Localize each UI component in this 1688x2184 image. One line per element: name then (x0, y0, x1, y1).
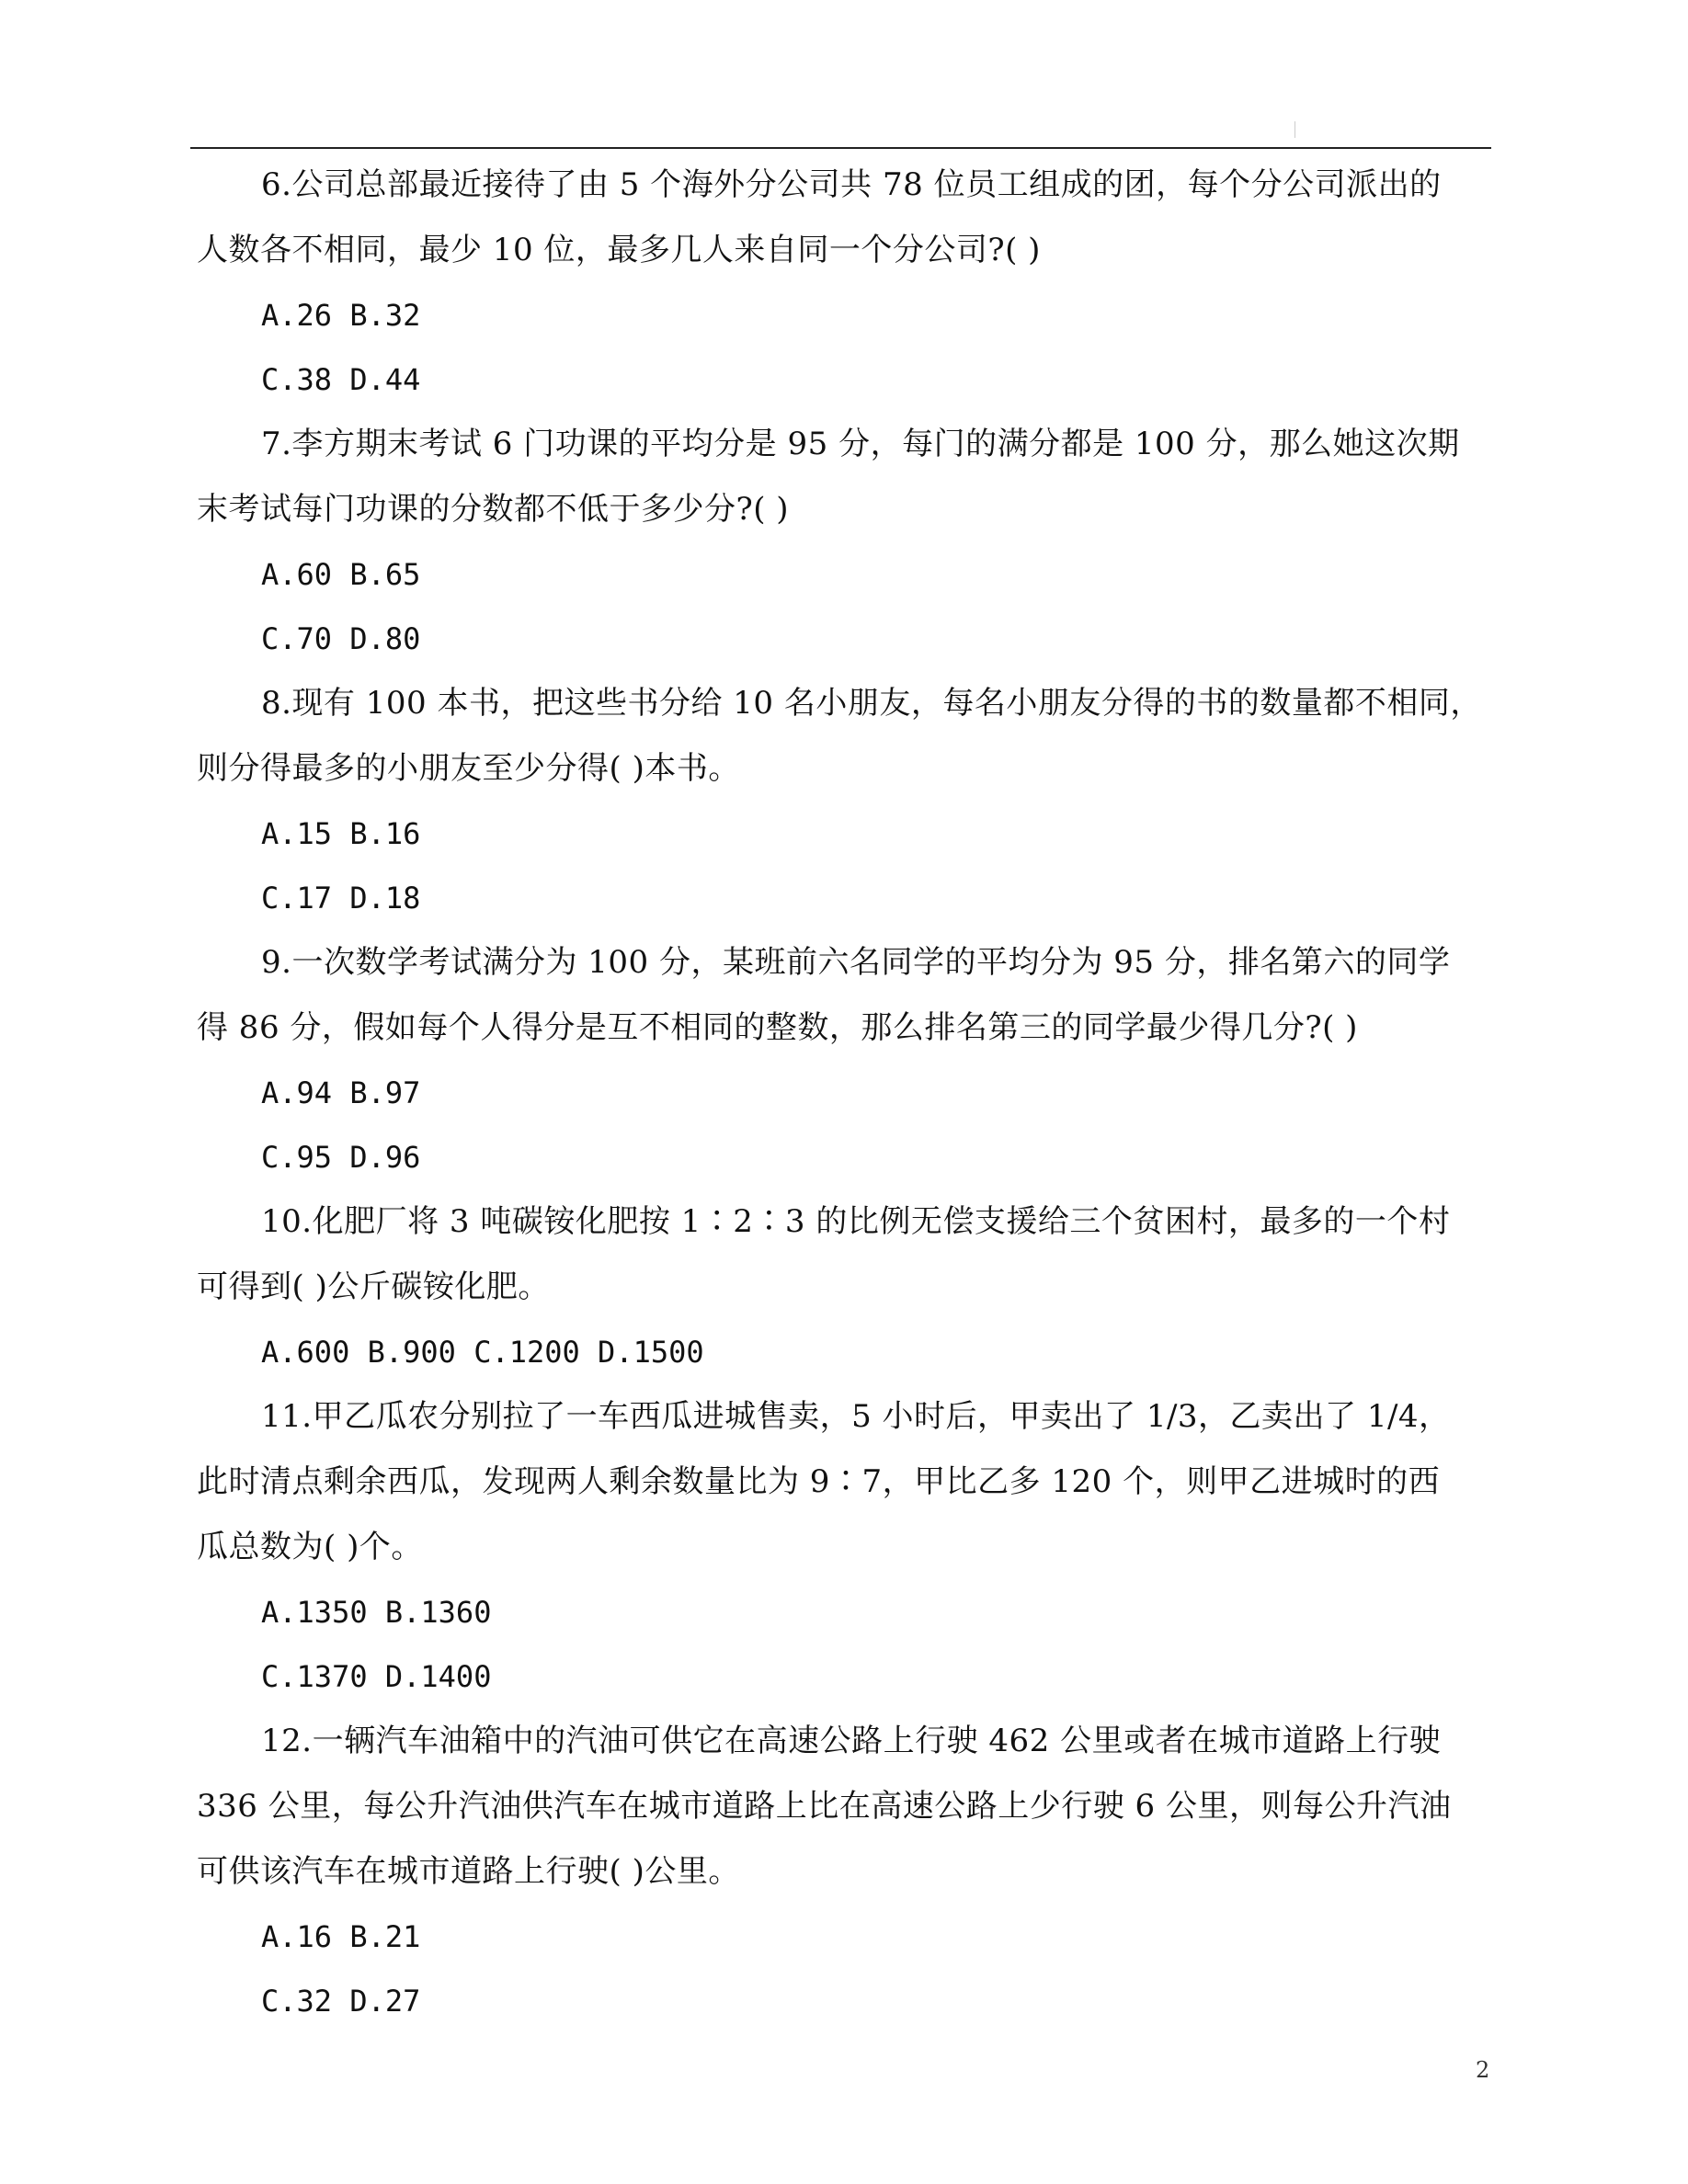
header-rule (190, 147, 1491, 149)
page-number: 2 (1476, 2057, 1490, 2083)
answer-options: A.94 B.97 (261, 1075, 421, 1110)
question-text-line: 则分得最多的小朋友至少分得( )本书。 (197, 750, 740, 787)
answer-options: A.60 B.65 (261, 557, 421, 592)
question-text-line: 8.现有 100 本书，把这些书分给 10 名小朋友，每名小朋友分得的书的数量都不相同， (261, 685, 1482, 722)
question-text-line: 336 公里，每公升汽油供汽车在城市道路上比在高速公路上少行驶 6 公里，则每公升汽油 (197, 1788, 1452, 1825)
question-text-line: 10.化肥厂将 3 吨碳铵化肥按 1∶2∶3 的比例无偿支援给三个贫困村，最多的一个村 (261, 1203, 1451, 1240)
question-text-line: 6.公司总部最近接待了由 5 个海外分公司共 78 位员工组成的团，每个分公司派出的 (261, 166, 1442, 203)
answer-options: C.70 D.80 (261, 621, 421, 656)
answer-options: C.17 D.18 (261, 881, 421, 916)
question-text-line: 人数各不相同，最少 10 位，最多几人来自同一个分公司?( ) (197, 232, 1041, 268)
question-12 (197, 1709, 1493, 2033)
answer-options: A.16 B.21 (261, 1919, 421, 1954)
question-text-line: 得 86 分，假如每个人得分是互不相同的整数，那么排名第三的同学最少得几分?( ) (197, 1009, 1358, 1046)
question-text-line: 12.一辆汽车油箱中的汽油可供它在高速公路上行驶 462 公里或者在城市道路上行驶 (261, 1723, 1442, 1759)
answer-options: C.32 D.27 (261, 1984, 421, 2019)
question-text-line: 此时清点剩余西瓜，发现两人剩余数量比为 9∶7，甲比乙多 120 个，则甲乙进城时的西 (197, 1463, 1441, 1500)
question-6 (197, 153, 1493, 412)
question-text-line: 7.李方期末考试 6 门功课的平均分是 95 分，每门的满分都是 100 分，那么她这次期 (261, 426, 1460, 462)
answer-options: A.600 B.900 C.1200 D.1500 (261, 1335, 704, 1370)
question-list (197, 153, 1493, 2033)
answer-options: C.38 D.44 (261, 362, 421, 397)
question-11 (197, 1384, 1493, 1709)
question-text-line: 瓜总数为( )个。 (197, 1529, 423, 1565)
answer-options: A.15 B.16 (261, 816, 421, 851)
question-text-line: 9.一次数学考试满分为 100 分，某班前六名同学的平均分为 95 分，排名第六的同学 (261, 944, 1451, 981)
question-7 (197, 412, 1493, 671)
question-9 (197, 930, 1493, 1189)
question-10 (197, 1189, 1493, 1384)
answer-options: C.95 D.96 (261, 1140, 421, 1175)
answer-options: A.1350 B.1360 (261, 1595, 492, 1630)
answer-options: C.1370 D.1400 (261, 1659, 492, 1694)
answer-options: A.26 B.32 (261, 298, 421, 333)
question-text-line: 11.甲乙瓜农分别拉了一车西瓜进城售卖，5 小时后，甲卖出了 1/3，乙卖出了 1/4， (261, 1398, 1451, 1435)
question-text-line: 末考试每门功课的分数都不低于多少分?( ) (197, 491, 790, 528)
question-8 (197, 671, 1493, 930)
question-text-line: 可供该汽车在城市道路上行驶( )公里。 (197, 1853, 740, 1890)
question-text-line: 可得到( )公斤碳铵化肥。 (197, 1268, 550, 1305)
